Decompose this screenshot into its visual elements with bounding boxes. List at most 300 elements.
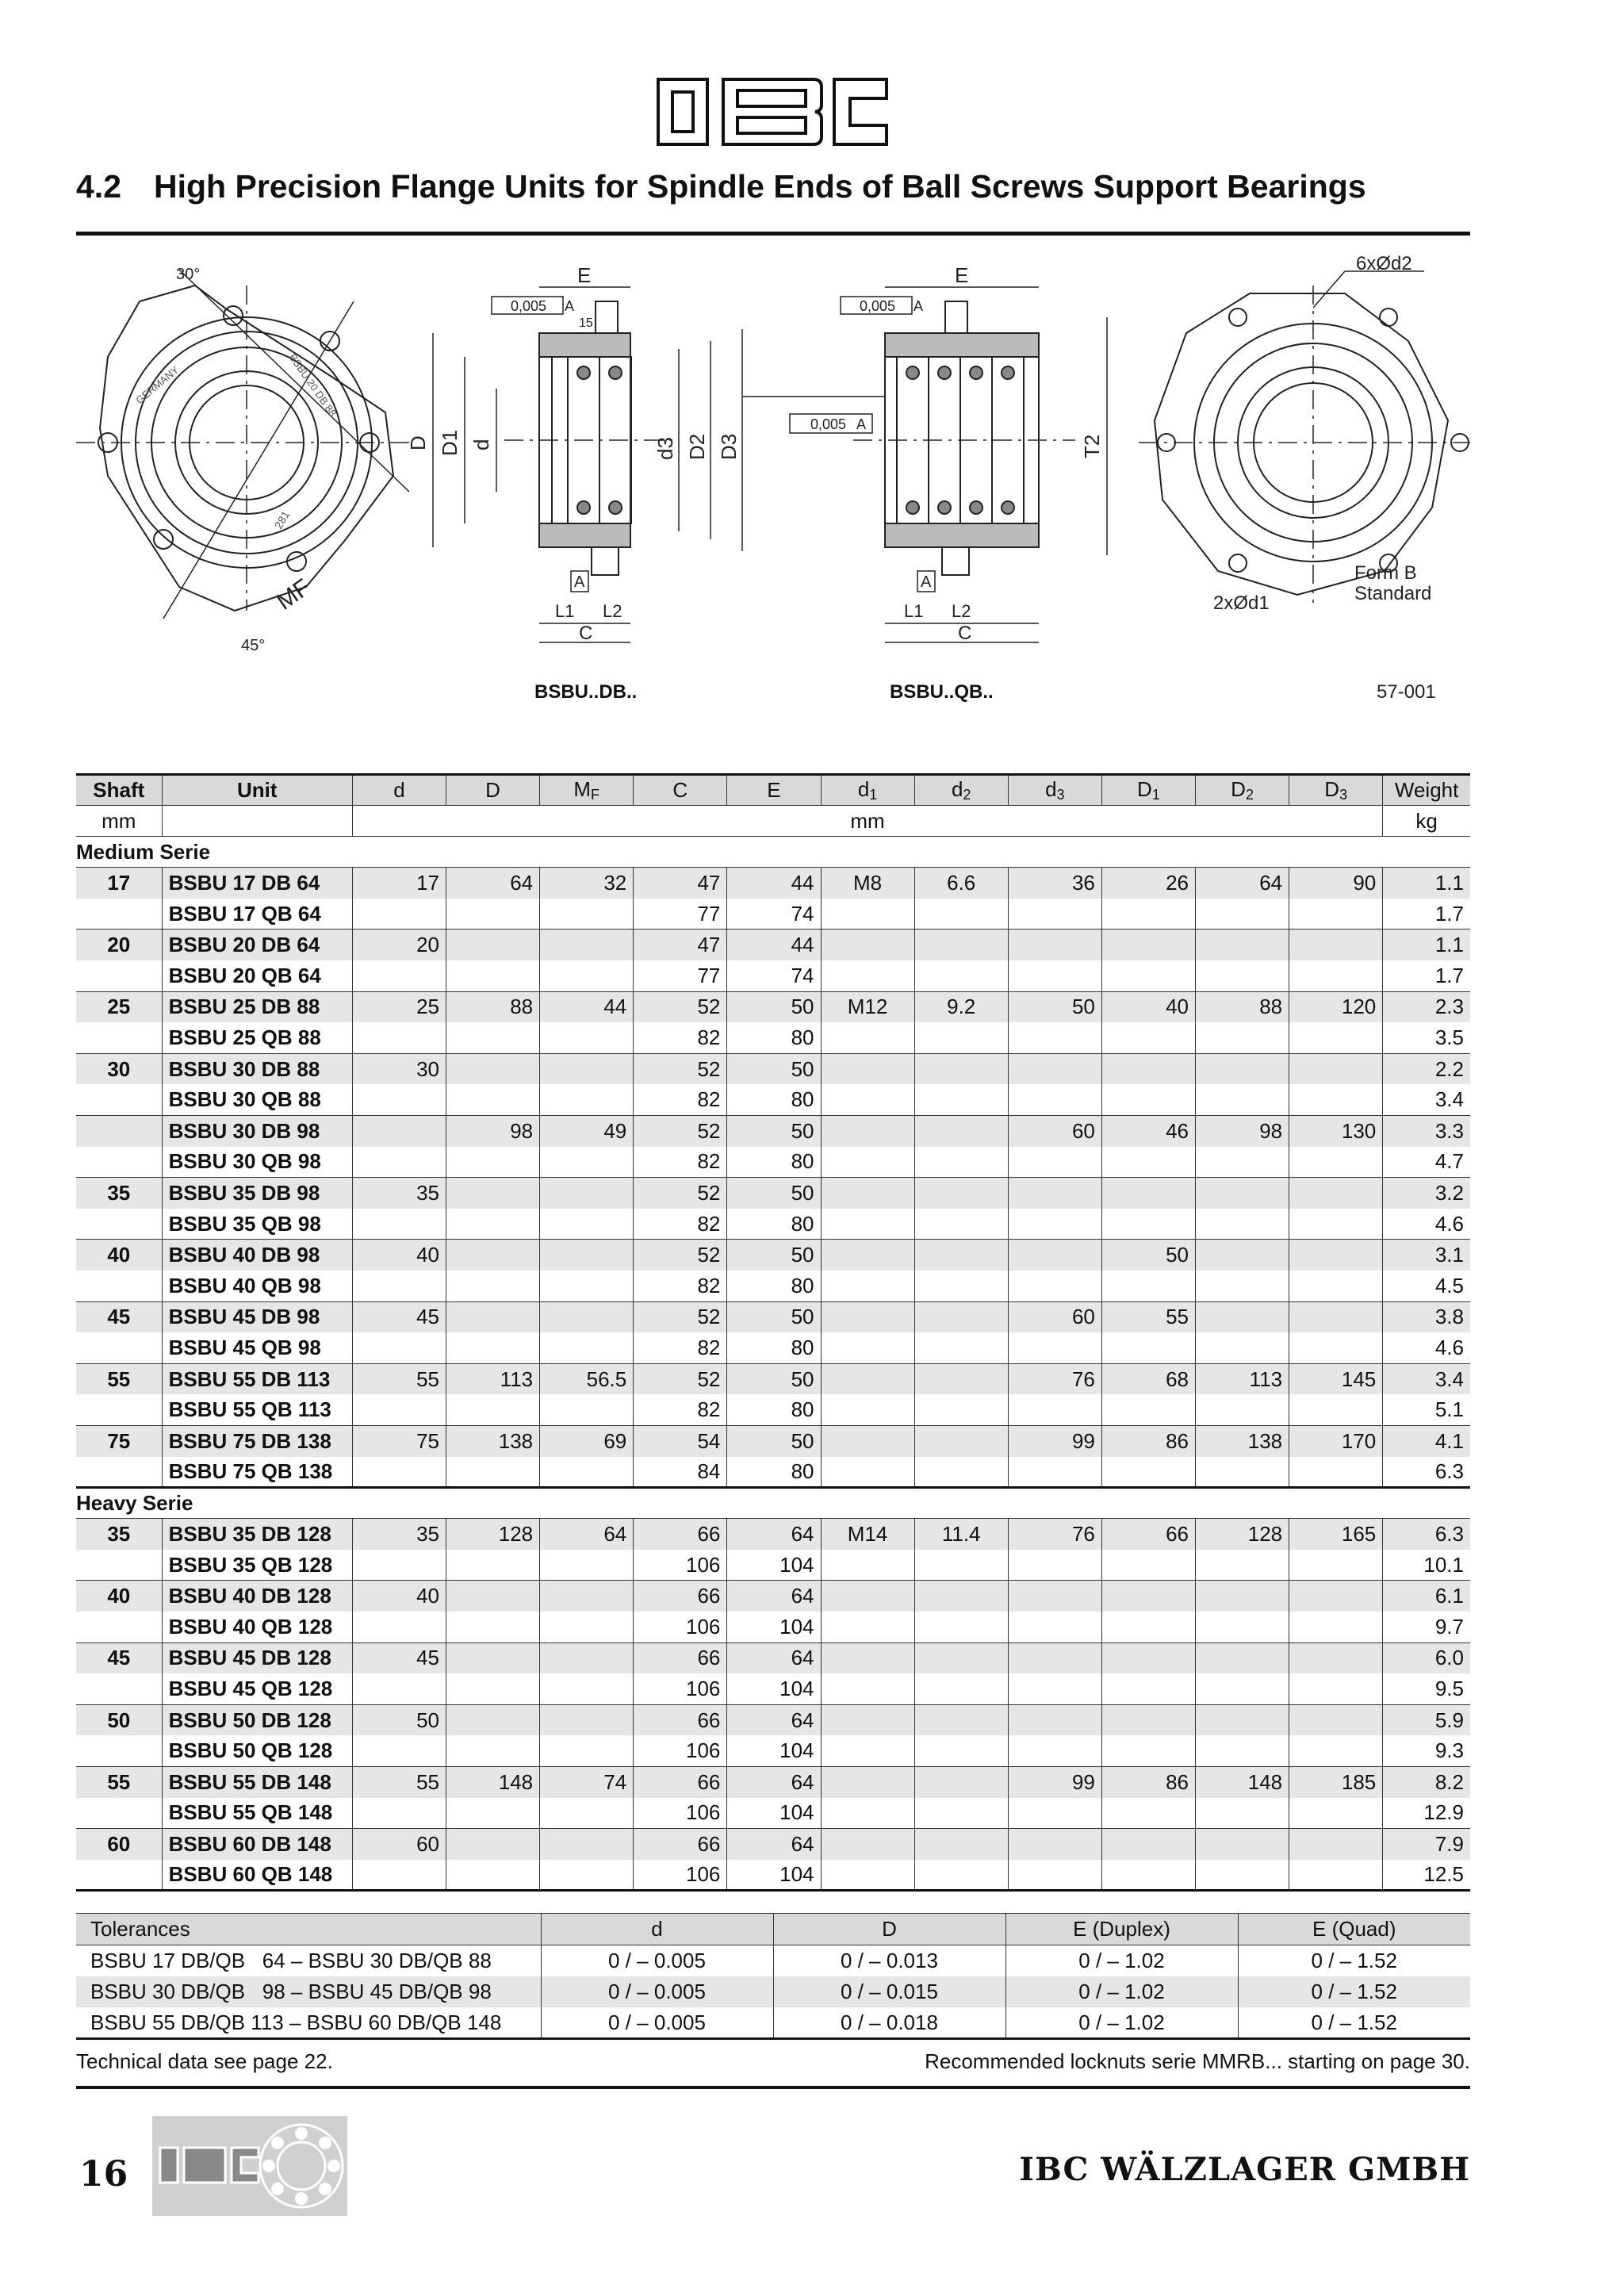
tolerance-value-cell: 0 / – 0.005 [541, 1976, 773, 2008]
value-cell: M14 [821, 1519, 914, 1550]
value-cell [1289, 1053, 1383, 1084]
shaft-cell [76, 1860, 162, 1891]
value-cell: 66 [634, 1642, 727, 1673]
value-cell [914, 1673, 1008, 1704]
value-cell [1196, 1209, 1289, 1240]
value-cell [914, 1053, 1008, 1084]
value-cell [540, 1147, 634, 1178]
value-cell [914, 1363, 1008, 1394]
value-cell: 64 [727, 1581, 821, 1612]
value-cell [1008, 1829, 1101, 1860]
value-cell: 3.4 [1383, 1363, 1470, 1394]
value-cell: 12.5 [1383, 1860, 1470, 1891]
value-cell [446, 1301, 540, 1332]
value-cell [352, 1457, 446, 1488]
value-cell [1289, 1673, 1383, 1704]
tolerance-header-cell: Tolerances [76, 1914, 541, 1945]
value-cell: 77 [634, 899, 727, 930]
technical-drawing [76, 238, 1470, 738]
value-cell: 50 [727, 1301, 821, 1332]
value-cell: 82 [634, 1332, 727, 1363]
value-cell: 50 [727, 1178, 821, 1209]
value-cell [914, 1301, 1008, 1332]
value-cell [1008, 1209, 1101, 1240]
dim-e-qb: E [955, 263, 969, 287]
unit-cell: BSBU 45 DB 128 [162, 1642, 352, 1673]
value-cell: 64 [727, 1767, 821, 1798]
value-cell [1289, 1301, 1383, 1332]
value-cell [540, 1084, 634, 1115]
value-cell: 17 [352, 868, 446, 899]
value-cell: 40 [352, 1581, 446, 1612]
value-cell: 9.3 [1383, 1735, 1470, 1766]
value-cell [446, 1022, 540, 1053]
value-cell [1289, 1240, 1383, 1271]
value-cell [1008, 1147, 1101, 1178]
value-cell: 120 [1289, 991, 1383, 1022]
unit-cell: BSBU 30 QB 98 [162, 1147, 352, 1178]
dim-d2: D2 [685, 433, 709, 460]
value-cell [446, 1147, 540, 1178]
col-d: d [352, 775, 446, 806]
value-cell [446, 1704, 540, 1735]
value-cell: 82 [634, 1271, 727, 1301]
tolerance-header-row [76, 1914, 1470, 1945]
value-cell [1101, 1457, 1195, 1488]
value-cell: 170 [1289, 1425, 1383, 1456]
shaft-cell: 55 [76, 1767, 162, 1798]
value-cell: 113 [446, 1363, 540, 1394]
value-cell: 10.1 [1383, 1550, 1470, 1581]
ring-281-text: 281 [271, 508, 293, 531]
value-cell [914, 1240, 1008, 1271]
value-cell: 60 [352, 1829, 446, 1860]
value-cell: 104 [727, 1735, 821, 1766]
value-cell [540, 1022, 634, 1053]
table-row [76, 1209, 1470, 1240]
value-cell: 1.1 [1383, 868, 1470, 899]
value-cell [1196, 1798, 1289, 1829]
value-cell [1101, 1673, 1195, 1704]
drawing-number: 57-001 [1377, 681, 1436, 703]
dim-c-db: C [579, 623, 593, 644]
tolerance-value-cell: 0 / – 1.52 [1311, 1948, 1397, 1972]
value-cell [1196, 1612, 1289, 1642]
value-cell [1101, 1332, 1195, 1363]
table-row [76, 1704, 1470, 1735]
value-cell: 64 [727, 1829, 821, 1860]
dim-d3-upper: D3 [717, 433, 741, 460]
value-cell: 50 [352, 1704, 446, 1735]
value-cell: 66 [634, 1519, 727, 1550]
value-cell [446, 1735, 540, 1766]
value-cell: 66 [634, 1829, 727, 1860]
company-name: IBC WÄLZLAGER GMBH [1019, 2151, 1470, 2188]
value-cell [821, 1829, 914, 1860]
value-cell [1196, 1581, 1289, 1612]
tolerance-bottom-rule [76, 2038, 1470, 2040]
value-cell [1101, 1550, 1195, 1581]
shaft-cell [76, 1612, 162, 1642]
col-D1: $D_1$ [1101, 775, 1195, 806]
value-cell [1289, 1829, 1383, 1860]
caption-db: BSBU..DB.. [534, 681, 638, 703]
form-b-label: Form B [1354, 562, 1417, 584]
unit-cell: BSBU 20 QB 64 [162, 960, 352, 991]
shaft-cell: 75 [76, 1425, 162, 1456]
col-unit: Unit [162, 775, 352, 806]
shaft-cell [76, 1084, 162, 1115]
value-cell [1289, 1612, 1383, 1642]
value-cell [352, 1116, 446, 1147]
value-cell [914, 1457, 1008, 1488]
value-cell [446, 1860, 540, 1891]
value-cell: 52 [634, 1240, 727, 1271]
value-cell [1196, 1642, 1289, 1673]
col-D: D [446, 775, 540, 806]
shaft-cell: 35 [76, 1178, 162, 1209]
table-row [76, 1581, 1470, 1612]
value-cell: 2.3 [1383, 991, 1470, 1022]
value-cell [1196, 1550, 1289, 1581]
shaft-cell [76, 960, 162, 991]
tolerance-header-cell: d [541, 1914, 773, 1945]
footer-rule [76, 2086, 1470, 2089]
value-cell [352, 1209, 446, 1240]
datum-a-top-qb: A [914, 298, 924, 314]
value-cell: 52 [634, 1363, 727, 1394]
value-cell [914, 1581, 1008, 1612]
tolerance-row [76, 2007, 1470, 2039]
value-cell: 60 [1008, 1116, 1101, 1147]
value-cell [352, 1084, 446, 1115]
unit-cell: BSBU 17 QB 64 [162, 899, 352, 930]
value-cell [821, 1550, 914, 1581]
unit-cell: BSBU 30 DB 88 [162, 1053, 352, 1084]
value-cell [1101, 899, 1195, 930]
value-cell [1196, 930, 1289, 960]
value-cell [821, 899, 914, 930]
value-cell [446, 930, 540, 960]
shaft-cell: 30 [76, 1053, 162, 1084]
unit-cell: BSBU 40 QB 98 [162, 1271, 352, 1301]
table-row [76, 868, 1470, 899]
value-cell [821, 1116, 914, 1147]
shaft-cell: 55 [76, 1363, 162, 1394]
value-cell: 56.5 [540, 1363, 634, 1394]
value-cell: 82 [634, 1147, 727, 1178]
value-cell: 47 [634, 930, 727, 960]
dim-l1-qb: L1 [904, 601, 924, 621]
value-cell [1101, 1581, 1195, 1612]
value-cell: 26 [1101, 868, 1195, 899]
value-cell [821, 1271, 914, 1301]
value-cell [914, 1178, 1008, 1209]
unit-cell: BSBU 55 QB 113 [162, 1394, 352, 1425]
unit-cell: BSBU 17 DB 64 [162, 868, 352, 899]
value-cell: 128 [1196, 1519, 1289, 1550]
value-cell: 106 [634, 1673, 727, 1704]
value-cell: 20 [352, 930, 446, 960]
value-cell [821, 1425, 914, 1456]
value-cell [821, 1457, 914, 1488]
table-row [76, 1301, 1470, 1332]
value-cell [1289, 1271, 1383, 1301]
value-cell: 84 [634, 1457, 727, 1488]
value-cell [914, 1735, 1008, 1766]
value-cell [821, 1767, 914, 1798]
tolerance-range-cell: BSBU 30 DB/QB 98 – BSBU 45 DB/QB 98 [76, 1976, 541, 2008]
value-cell [352, 1394, 446, 1425]
value-cell [540, 1240, 634, 1271]
tolerance-row [76, 1945, 1470, 1976]
table-row [76, 991, 1470, 1022]
dim-l1-db: L1 [555, 601, 575, 621]
value-cell: 4.6 [1383, 1332, 1470, 1363]
value-cell [1196, 1704, 1289, 1735]
value-cell: 138 [446, 1425, 540, 1456]
value-cell: 4.7 [1383, 1147, 1470, 1178]
unit-cell: BSBU 50 QB 128 [162, 1735, 352, 1766]
shaft-cell [76, 1022, 162, 1053]
value-cell [914, 1550, 1008, 1581]
value-cell [1289, 1581, 1383, 1612]
units-row [76, 806, 1470, 837]
value-cell: 46 [1101, 1116, 1195, 1147]
value-cell: 9.7 [1383, 1612, 1470, 1642]
value-cell: 30 [352, 1053, 446, 1084]
table-row [76, 1240, 1470, 1271]
value-cell [1196, 1829, 1289, 1860]
tol-value-qb: 0,005 [860, 298, 896, 314]
value-cell [821, 1053, 914, 1084]
shaft-cell: 35 [76, 1519, 162, 1550]
value-cell: 64 [446, 868, 540, 899]
value-cell [446, 1084, 540, 1115]
value-cell: 80 [727, 1147, 821, 1178]
value-cell [1008, 1053, 1101, 1084]
value-cell: 3.3 [1383, 1116, 1470, 1147]
dim-d1: D1 [438, 429, 462, 456]
col-d2: $d_2$ [914, 775, 1008, 806]
value-cell [1289, 1084, 1383, 1115]
value-cell: 4.1 [1383, 1425, 1470, 1456]
value-cell [446, 1550, 540, 1581]
unit-cell: BSBU 55 DB 148 [162, 1767, 352, 1798]
section-number: 4.2 [76, 168, 121, 205]
flange-front-view-form-b [1139, 253, 1470, 703]
value-cell [914, 1209, 1008, 1240]
value-cell [1008, 899, 1101, 930]
table-row [76, 1425, 1470, 1456]
dim-e-db: E [577, 263, 592, 287]
value-cell: 145 [1289, 1363, 1383, 1394]
value-cell: 3.8 [1383, 1301, 1470, 1332]
value-cell [446, 1642, 540, 1673]
value-cell [540, 1673, 634, 1704]
value-cell [1196, 899, 1289, 930]
value-cell: 106 [634, 1550, 727, 1581]
value-cell: 35 [352, 1178, 446, 1209]
unit-cell: BSBU 75 QB 138 [162, 1457, 352, 1488]
shaft-cell: 20 [76, 930, 162, 960]
value-cell: 106 [634, 1860, 727, 1891]
value-cell: 106 [634, 1612, 727, 1642]
value-cell: 104 [727, 1612, 821, 1642]
value-cell: 106 [634, 1735, 727, 1766]
table-row [76, 1829, 1470, 1860]
value-cell: 76 [1008, 1519, 1101, 1550]
table-row [76, 1860, 1470, 1891]
unit-cell: BSBU 55 QB 148 [162, 1798, 352, 1829]
value-cell: 86 [1101, 1767, 1195, 1798]
value-cell [914, 1084, 1008, 1115]
tolerance-range-cell: BSBU 17 DB/QB 64 – BSBU 30 DB/QB 88 [76, 1945, 541, 1976]
runout-tol-value: 0,005 [810, 416, 847, 432]
value-cell [1101, 1642, 1195, 1673]
unit-cell: BSBU 40 DB 128 [162, 1581, 352, 1612]
shaft-cell [76, 1735, 162, 1766]
value-cell [540, 1209, 634, 1240]
value-cell [446, 1829, 540, 1860]
shaft-cell [76, 1209, 162, 1240]
value-cell: 80 [727, 1332, 821, 1363]
value-cell: 3.1 [1383, 1240, 1470, 1271]
value-cell [540, 1581, 634, 1612]
tolerance-value-cell: 0 / – 1.52 [1238, 2007, 1470, 2039]
value-cell [1101, 1394, 1195, 1425]
value-cell: 80 [727, 1271, 821, 1301]
value-cell: 44 [540, 991, 634, 1022]
tolerance-value-cell: 0 / – 1.02 [1005, 2007, 1238, 2039]
dim-c-qb: C [958, 623, 972, 644]
value-cell [1101, 1271, 1195, 1301]
datum-a-top-db: A [565, 298, 575, 314]
table-row [76, 1735, 1470, 1766]
caption-qb: BSBU..QB.. [890, 681, 994, 703]
value-cell: 50 [727, 1240, 821, 1271]
value-cell: 6.6 [914, 868, 1008, 899]
value-cell: 50 [1008, 991, 1101, 1022]
value-cell [1289, 1798, 1383, 1829]
qb-section-view [742, 263, 1107, 703]
value-cell [821, 1178, 914, 1209]
value-cell: 98 [1196, 1116, 1289, 1147]
value-cell: 3.2 [1383, 1178, 1470, 1209]
shaft-cell: 25 [76, 991, 162, 1022]
value-cell [540, 1612, 634, 1642]
ibc-bearing-logo [152, 2116, 347, 2216]
value-cell [1289, 1178, 1383, 1209]
value-cell: 52 [634, 1301, 727, 1332]
value-cell [1101, 1829, 1195, 1860]
value-cell: 76 [1008, 1363, 1101, 1394]
value-cell: 45 [352, 1301, 446, 1332]
value-cell [1008, 1642, 1101, 1673]
value-cell: 1.1 [1383, 930, 1470, 960]
value-cell [352, 899, 446, 930]
value-cell: 82 [634, 1394, 727, 1425]
col-d3: $d_3$ [1008, 775, 1101, 806]
tolerance-header-cell: E (Quad) [1238, 1914, 1470, 1945]
unit-cell: BSBU 60 QB 148 [162, 1860, 352, 1891]
shaft-cell: 45 [76, 1642, 162, 1673]
value-cell [1196, 1022, 1289, 1053]
unit-cell: BSBU 75 DB 138 [162, 1425, 352, 1456]
value-cell [1196, 1394, 1289, 1425]
shaft-cell [76, 1798, 162, 1829]
value-cell: 50 [727, 1053, 821, 1084]
value-cell: 128 [446, 1519, 540, 1550]
value-cell [540, 1704, 634, 1735]
value-cell [446, 899, 540, 930]
shaft-cell [76, 1147, 162, 1178]
value-cell [821, 1209, 914, 1240]
tolerance-row [76, 1976, 1470, 2008]
dim-t2: T2 [1080, 434, 1104, 458]
angle-30-label: 30° [176, 266, 201, 283]
locknut-note: Recommended locknuts serie MMRB... starting on page 30. [925, 2049, 1470, 2073]
value-cell [1289, 1735, 1383, 1766]
value-cell [1101, 1704, 1195, 1735]
unit-cell: BSBU 45 QB 128 [162, 1673, 352, 1704]
table-row [76, 1457, 1470, 1488]
table-row [76, 1332, 1470, 1363]
value-cell: 6.3 [1383, 1457, 1470, 1488]
value-cell: 50 [727, 1363, 821, 1394]
value-cell [540, 899, 634, 930]
table-row [76, 1612, 1470, 1642]
value-cell: 50 [1101, 1240, 1195, 1271]
value-cell [1101, 1860, 1195, 1891]
table-row [76, 1394, 1470, 1425]
value-cell [914, 1394, 1008, 1425]
value-cell [821, 1735, 914, 1766]
col-D3: $D_3$ [1289, 775, 1383, 806]
value-cell: 82 [634, 1084, 727, 1115]
value-cell [1101, 1084, 1195, 1115]
value-cell [1289, 1147, 1383, 1178]
shaft-cell [76, 1673, 162, 1704]
value-cell [914, 1798, 1008, 1829]
unit-kg: kg [1383, 806, 1470, 837]
value-cell [1008, 1704, 1101, 1735]
table-row [76, 1673, 1470, 1704]
value-cell: 82 [634, 1209, 727, 1240]
tolerance-header-cell: E (Duplex) [1005, 1914, 1238, 1945]
value-cell: 82 [634, 1022, 727, 1053]
holes-2-label: 2xØd1 [1213, 592, 1270, 614]
value-cell: 99 [1008, 1425, 1101, 1456]
value-cell [1289, 1457, 1383, 1488]
dim-d-inner: d [469, 439, 493, 450]
value-cell: 138 [1196, 1425, 1289, 1456]
value-cell [1196, 1735, 1289, 1766]
value-cell: 4.5 [1383, 1271, 1470, 1301]
value-cell [540, 1550, 634, 1581]
table-row [76, 1053, 1470, 1084]
value-cell [1289, 1394, 1383, 1425]
value-cell [821, 960, 914, 991]
ring-code-text: BSBU 20 DB 88 [286, 351, 339, 420]
dim-15-label: 15 [579, 316, 593, 330]
value-cell [914, 1612, 1008, 1642]
serie-label: Medium Serie [76, 837, 1470, 868]
table-row [76, 1550, 1470, 1581]
value-cell [1008, 1550, 1101, 1581]
col-weight: Weight [1383, 775, 1470, 806]
value-cell: 8.2 [1383, 1767, 1470, 1798]
